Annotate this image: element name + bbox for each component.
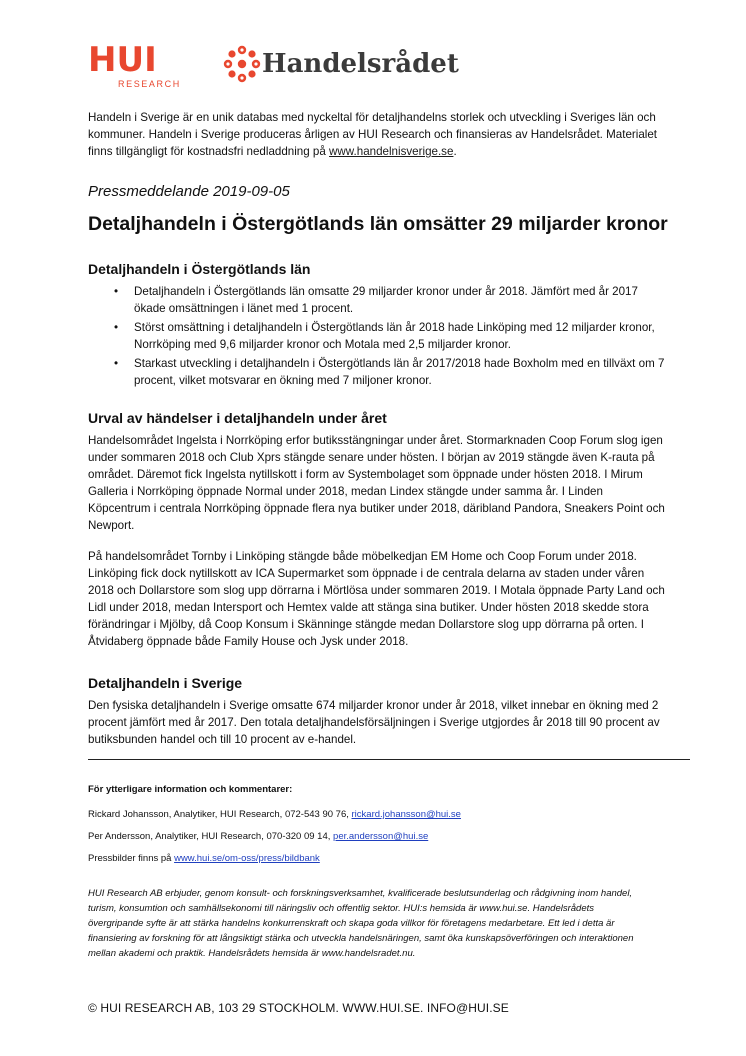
contact-person-2-email[interactable]: per.andersson@hui.se xyxy=(333,831,429,842)
hui-logo-subtitle: RESEARCH xyxy=(118,79,181,89)
sverige-paragraph: Den fysiska detaljhandeln i Sverige omsatte 674 miljarder kronor under år 2018, vilket innebar en ökning med 2 procent jämfört med år 2017. Den totala detaljhandelsförsäljningen i Sverige utgjordes år 2018 till 90 procent av butiksbunden handel och till 10 procent av e-handel. xyxy=(88,699,660,746)
list-item xyxy=(88,319,668,353)
intro-end: . xyxy=(453,145,457,158)
handelnisverige-link[interactable]: www.handelnisverige.se xyxy=(329,145,454,158)
bullet-icon: • xyxy=(114,321,119,334)
bullet-list xyxy=(88,283,668,391)
handelsradet-logo xyxy=(222,44,462,88)
intro-text: Handeln i Sverige är en unik databas med nyckeltal för detaljhandelns storlek och utveckling i Sveriges län och kommuner. Handeln i Sverige produceras årligen av HUI Research och finansieras av Handelsrådet. Materialet finns tillgängligt för kostnadsfri nedladdning på xyxy=(88,111,658,158)
contact-person-1-email[interactable]: rickard.johansson@hui.se xyxy=(351,809,461,820)
bullet-icon: • xyxy=(114,285,119,298)
handelsradet-flower-icon xyxy=(222,44,262,84)
section-heading-ostergotland: Detaljhandeln i Östergötlands län xyxy=(88,261,311,277)
intro-paragraph xyxy=(88,109,663,160)
bullet-text: Störst omsättning i detaljhandeln i Östergötlands län år 2018 hade Linköping med 12 miljarder kronor, Norrköping med 9,6 miljarder kronor och Motala med 2,5 miljarder kronor. xyxy=(134,321,655,351)
bullet-text: Detaljhandeln i Östergötlands län omsatte 29 miljarder kronor under år 2018. Jämfört med år 2017 ökade omsättningen i länet med 1 procent. xyxy=(134,285,638,315)
logo-bar xyxy=(88,40,468,92)
contact-heading: För ytterligare information och kommentarer: xyxy=(88,784,293,795)
page-title: Detaljhandeln i Östergötlands län omsätter 29 miljarder kronor xyxy=(88,213,668,235)
bullet-icon: • xyxy=(114,357,119,370)
list-item xyxy=(88,283,668,317)
section-heading-sverige: Detaljhandeln i Sverige xyxy=(88,675,243,691)
contact-person-2-text: Per Andersson, Analytiker, HUI Research, 070-320 09 14, xyxy=(88,831,334,842)
list-item xyxy=(88,355,668,389)
contact-person-1 xyxy=(88,809,461,820)
press-release-date: Pressmeddelande 2019-09-05 xyxy=(88,183,290,200)
press-images-text: Pressbilder finns på xyxy=(88,853,175,864)
footer: © HUI RESEARCH AB, 103 29 STOCKHOLM. WWW.HUI.SE. INFO@HUI.SE xyxy=(88,1001,509,1015)
bullet-text: Starkast utveckling i detaljhandeln i Östergötlands län år 2017/2018 hade Boxholm med en tillväxt om 7 procent, vilket motsvarar en ökning med 7 miljoner kronor. xyxy=(134,357,665,387)
press-images xyxy=(88,853,320,864)
section-heading-events: Urval av händelser i detaljhandeln under året xyxy=(88,410,387,426)
contact-person-1-text: Rickard Johansson, Analytiker, HUI Research, 072-543 90 76, xyxy=(88,809,352,820)
divider xyxy=(88,759,690,760)
events-paragraph-2: På handelsområdet Tornby i Linköping stängde både möbelkedjan EM Home och Coop Forum under 2018. Linköping fick dock nytillskott av ICA Supermarket som öppnade i de centrala delarna av staden under våren 2018 och Dollarstore som slog upp dörrarna i Mörtlösa under sommaren 2019. I Motala öppnade Party Land och Lidl under 2018, medan Intersport och Hemtex valde att stänga sina butiker. Under hösten 2018 skedde stora förändringar i Mjölby, då Coop Konsum i Skänninge stängde medan Dollarstore slog upp dörrarna på orten. I Åtvidaberg öppnade både Family House och Jysk under 2018. xyxy=(88,550,665,648)
hui-logo-wordmark: HUI xyxy=(88,40,157,80)
hui-research-logo xyxy=(88,42,188,92)
events-paragraph-1: Handelsområdet Ingelsta i Norrköping erfor butiksstängningar under året. Stormarknaden Coop Forum slog igen under sommaren 2018 och Club Xprs stängde senare under hösten. I början av 2019 stängde även K-rauta på området. Däremot fick Ingelsta nytillskott i form av Systembolaget som öppnade under hösten 2018. I Mirum Galleria i Norrköping öppnade Normal under 2018, medan Lindex stängde under samma år. I Linden Köpcentrum i centrala Norrköping öppnade flera nya butiker under 2018, däribland Pandora, Sneakers Point och Newport. xyxy=(88,434,665,532)
about-paragraph: HUI Research AB erbjuder, genom konsult- och forskningsverksamhet, kvalificerade beslutsunderlag och rådgivning inom handel, turism, konsumtion och samhällsekonomi till näringsliv och offentlig sektor. HUI:s hemsida är www.hui.se. Handelsrådets övergripande syfte är att stärka handelns konkurrenskraft och skapa goda villkor för företagens medarbetare. Ett led i detta är finansiering av forskning för att långsiktigt stärka och utveckla handelsnäringen, samt öka kunskapsöverföringen och interaktionen mellan akademi och praktik. Handelsrådets hemsida är www.handelsradet.nu. xyxy=(88,888,634,959)
handelsradet-wordmark: Handelsrådet xyxy=(262,49,459,79)
contact-person-2 xyxy=(88,831,428,842)
press-images-link[interactable]: www.hui.se/om-oss/press/bildbank xyxy=(174,853,320,864)
